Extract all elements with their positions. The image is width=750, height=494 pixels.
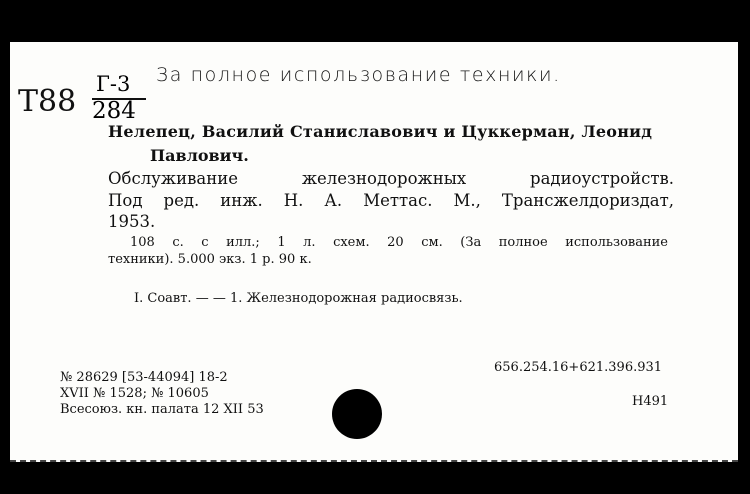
shelf-mark: Т88 — [18, 84, 77, 119]
title-line-2: Под ред. инж. Н. А. Меттас. М., Трансжелдориздат, — [108, 191, 674, 210]
tracings: I. Соавт. — — 1. Железнодорожная радиосвязь. — [134, 291, 463, 306]
card-edge-dashes — [10, 460, 738, 462]
registration-line-3: Всесоюз. кн. палата 12 XII 53 — [60, 402, 264, 417]
registration-line-2: XVII № 1528; № 10605 — [60, 386, 209, 401]
author-line-1: Нелепец, Василий Станиславович и Цуккерман, Леонид — [108, 122, 653, 141]
shelf-fraction — [92, 74, 148, 124]
handwritten-note: За полное использование техники. — [156, 64, 561, 86]
shelf-fraction-bottom: 284 — [92, 98, 136, 124]
collation-line-2: техники). 5.000 экз. 1 р. 90 к. — [108, 252, 312, 267]
punch-hole — [332, 389, 382, 439]
udc-classification: 656.254.16+621.396.931 — [494, 360, 663, 375]
author-line-2: Павлович. — [150, 146, 249, 165]
registration-line-1: № 28629 [53-44094] 18-2 — [60, 370, 228, 385]
title-line-1: Обслуживание железнодорожных радиоустройств. — [108, 169, 674, 188]
catalog-card — [10, 42, 738, 462]
title-line-3: 1953. — [108, 212, 156, 231]
catalog-code: Н491 — [632, 394, 669, 409]
collation-line-1: 108 с. с илл.; 1 л. схем. 20 см. (За полное использование — [130, 235, 668, 250]
shelf-fraction-top: Г-3 — [96, 72, 131, 96]
